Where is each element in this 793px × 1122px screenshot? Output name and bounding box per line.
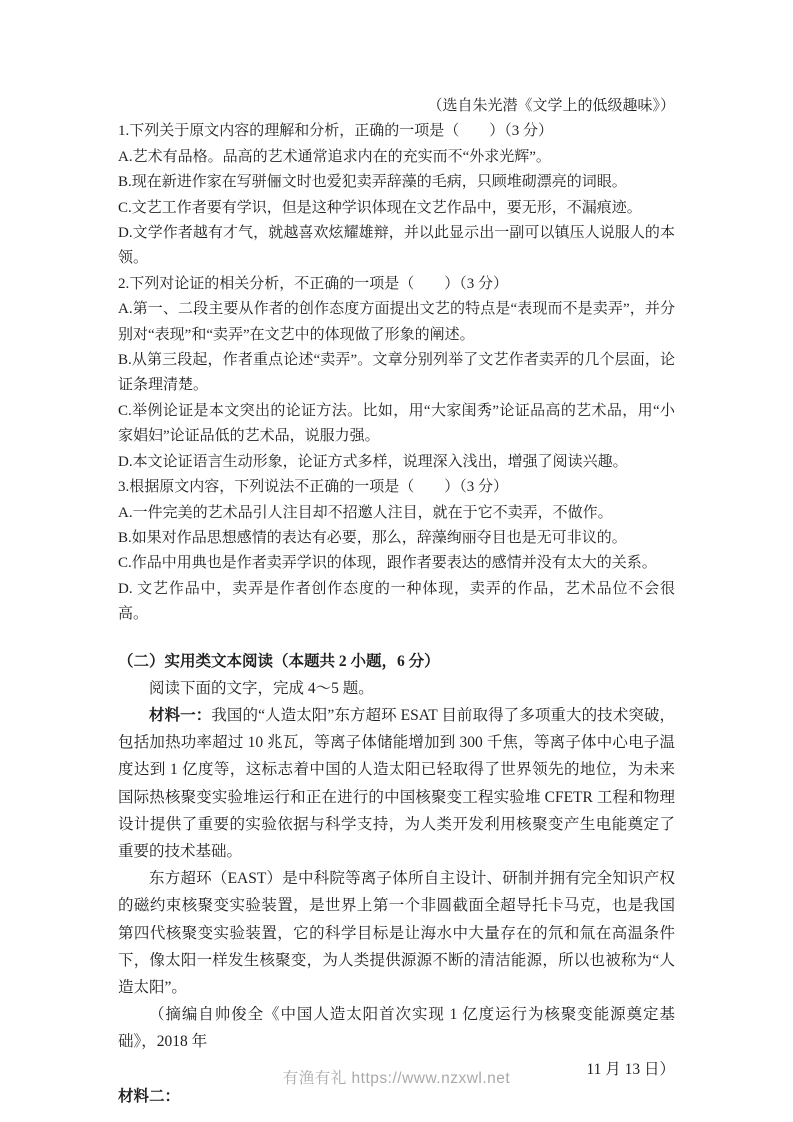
material-1-paragraph-1-text: 我国的“人造太阳”东方超环 ESAT 目前取得了多项重大的技术突破，包括加热功率超过 10 兆瓦，等离子体储能增加到 300 千焦，等离子体中心电子温度达到 1 亿度等，这标志着中国的人造太阳已轻取得了世界领先的地位，为未来国际热核聚变实验堆运行和正在进行的中国核聚变工程实验堆 CFETR 工程和物理设计提供了重要的实验依据与科学支持，为人类开发利用核聚变产生电能奠定了重要的技术基础。 — [118, 706, 675, 860]
section-2-instruction: 阅读下面的文字，完成 4～5 题。 — [149, 679, 374, 697]
watermark-footer — [0, 1066, 793, 1088]
material-1-paragraph-1 — [118, 702, 675, 865]
question-1-option-a: A.艺术有品格。品高的艺术通常追求内在的充实而不“外求光辉”。 — [118, 148, 551, 165]
material-1-paragraph-2: 东方超环（EAST）是中科院等离子体所自主设计、研制并拥有完全知识产权的磁约束核聚变实验装置，是世界上第一个非圆截面全超导托卡马克，也是我国第四代核聚变实验装置，它的科学目标是让海水中大量存在的氘和氚在高温条件下，像太阳一样发生核聚变，为人类提供源源不断的清洁能源，所以也被称为“人造太阳”。 — [118, 870, 675, 996]
watermark-footer-text: 有渔有礼 https://www.nzxwl.net — [282, 1070, 511, 1087]
material-2-label: 材料二： — [118, 1087, 181, 1105]
question-1-option-b: B.现在新进作家在写骈俪文时也爱犯卖弄辞藻的毛病，只顾堆砌漂亮的词眼。 — [118, 174, 627, 191]
material-1-label: 材料一： — [149, 706, 212, 724]
question-3-option-a: A.一件完美的艺术品引人注目却不招邀人注目，就在于它不卖弄，不做作。 — [118, 504, 613, 521]
source-attribution: （选自朱光潜《文学上的低级趣味》） — [427, 98, 675, 114]
question-2-stem: 2.下列对论证的相关分析，不正确的一项是（ ）（3 分） — [118, 275, 509, 292]
page-content — [118, 94, 675, 1110]
question-1-option-c: C.文艺工作者要有学识，但是这种学识体现在文艺作品中，要无形，不漏痕迹。 — [118, 199, 642, 216]
section-2-practical-reading — [118, 648, 675, 1110]
question-1-option-d: D.文学作者越有才气，就越喜欢炫耀雄辩，并以此显示出一副可以镇压人说服人的本领。 — [118, 225, 675, 267]
question-2-option-d: D.本文论证语言生动形象，论证方式多样，说理深入浅出，增强了阅读兴趣。 — [118, 453, 628, 470]
question-2-option-a: A.第一、二段主要从作者的创作态度方面提出文艺的特点是“表现而不是卖弄”，并分别对“表现”和“卖弄”在文艺中的体现做了形象的阐述。 — [118, 301, 675, 343]
material-1-citation-line-2: 11 月 13 日） — [586, 1060, 675, 1078]
material-1-citation-line-1: （摘编自帅俊全《中国人造太阳首次实现 1 亿度运行为核聚变能源奠定基础》，2018 年 — [118, 1006, 675, 1051]
section-2-heading: （二）实用类文本阅读（本题共 2 小题，6 分） — [118, 652, 440, 670]
question-3-option-b: B.如果对作品思想感情的表达有必要，那么，辞藻绚丽夺目也是无可非议的。 — [118, 529, 627, 546]
question-3-option-d: D. 文艺作品中，卖弄是作者创作态度的一种体现，卖弄的作品，艺术品位不会很高。 — [118, 580, 675, 623]
question-1-stem: 1.下列关于原文内容的理解和分析，正确的一项是（ ）（3 分） — [118, 123, 554, 140]
question-2-option-c: C.举例论证是本文突出的论证方法。比如，用“大家闺秀”论证品高的艺术品，用“小家娼妇”论证品低的艺术品，说服力强。 — [118, 402, 675, 445]
question-3-stem: 3.根据原文内容，下列说法不正确的一项是（ ）（3 分） — [118, 479, 509, 496]
question-3-option-c: C.作品中用典也是作者卖弄学识的体现，跟作者要表达的感情并没有太大的关系。 — [118, 555, 657, 572]
question-2-option-b: B.从第三段起，作者重点论述“卖弄”。文章分别列举了文艺作者卖弄的几个层面，论证条理清楚。 — [118, 352, 675, 394]
question-block-3 — [118, 475, 675, 627]
question-block-2 — [118, 272, 675, 475]
question-block-1 — [118, 119, 675, 271]
